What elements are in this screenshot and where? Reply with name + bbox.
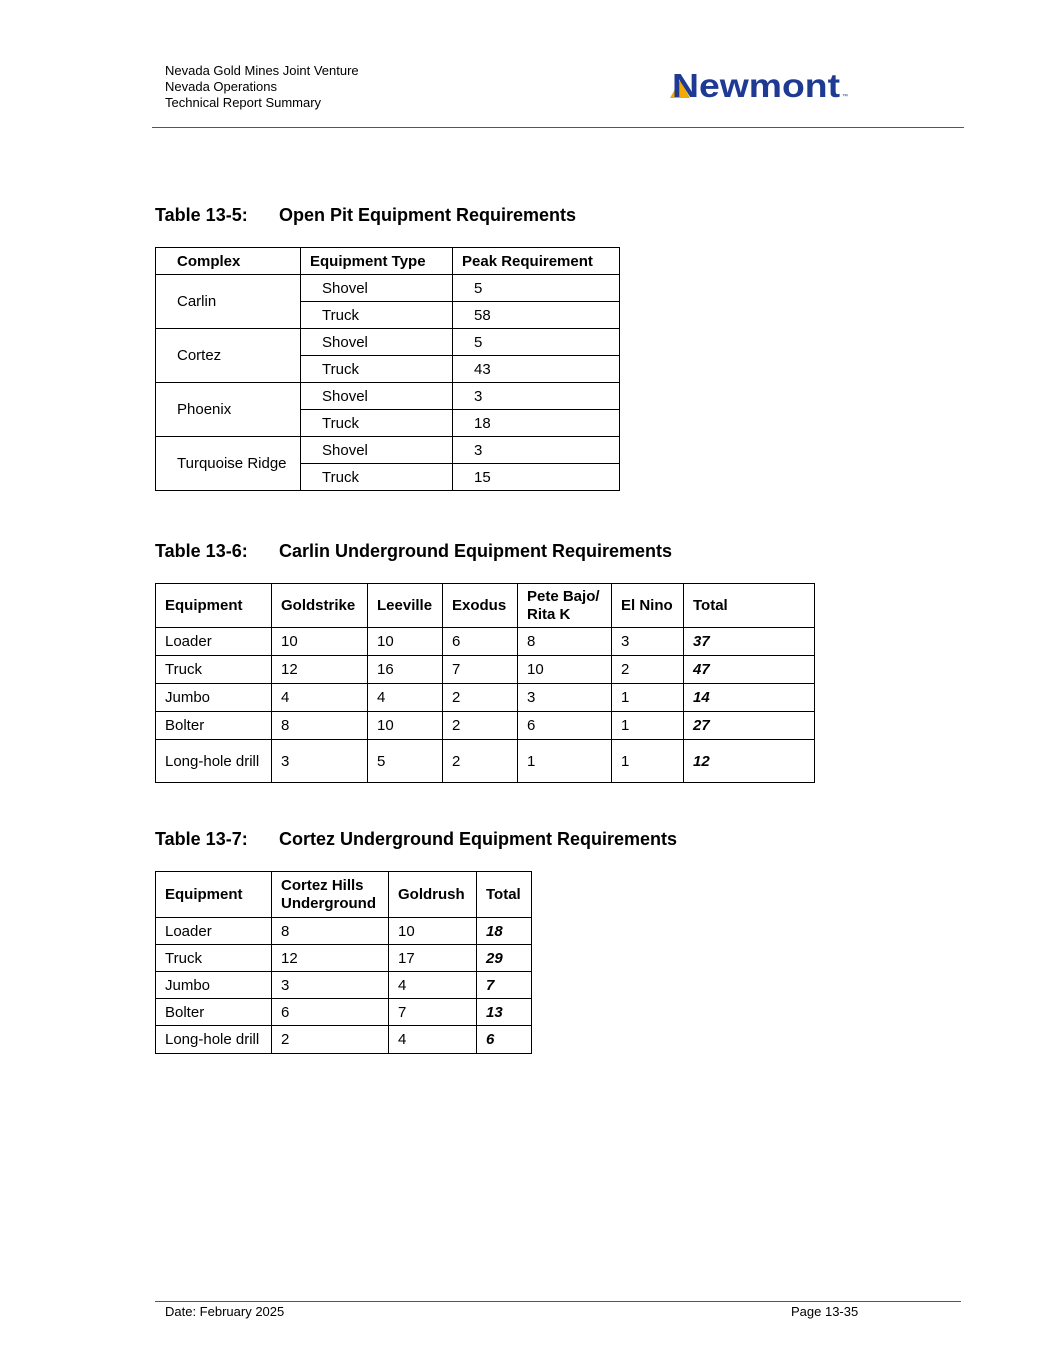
table-row bbox=[156, 383, 620, 410]
table2-caption bbox=[155, 541, 672, 562]
table-cell: Truck bbox=[301, 464, 453, 491]
table-row bbox=[156, 684, 815, 712]
table-row bbox=[156, 999, 532, 1026]
table-cell: 1 bbox=[612, 684, 684, 712]
table-cell: Truck bbox=[301, 410, 453, 437]
table-cell: 4 bbox=[389, 1026, 477, 1054]
total-cell: 14 bbox=[684, 684, 815, 712]
header-org-lines bbox=[165, 63, 359, 111]
total-cell: 47 bbox=[684, 656, 815, 684]
table-cell: Jumbo bbox=[156, 684, 272, 712]
complex-cell: Phoenix bbox=[156, 383, 301, 437]
table-header-row bbox=[156, 248, 620, 275]
complex-cell: Carlin bbox=[156, 275, 301, 329]
column-header: Goldrush bbox=[389, 872, 477, 918]
table-cell: 1 bbox=[612, 712, 684, 740]
table-cell: 12 bbox=[272, 945, 389, 972]
table-cell: 3 bbox=[612, 628, 684, 656]
column-header: Peak Requirement bbox=[453, 248, 620, 275]
table-cell: 1 bbox=[518, 740, 612, 783]
table-row bbox=[156, 972, 532, 999]
total-cell: 7 bbox=[477, 972, 532, 999]
table-cell: 10 bbox=[389, 918, 477, 945]
table-cell: 5 bbox=[453, 329, 620, 356]
complex-cell: Turquoise Ridge bbox=[156, 437, 301, 491]
column-header: Cortez Hills Underground bbox=[272, 872, 389, 918]
column-header: Total bbox=[477, 872, 532, 918]
header-line: Nevada Operations bbox=[165, 79, 278, 94]
table-cell: Bolter bbox=[156, 999, 272, 1026]
table-cell: 3 bbox=[272, 972, 389, 999]
table-header-row bbox=[156, 584, 815, 628]
table-cell: Shovel bbox=[301, 383, 453, 410]
table-cell: 3 bbox=[453, 383, 620, 410]
table-cell: 3 bbox=[518, 684, 612, 712]
column-header: Leeville bbox=[368, 584, 443, 628]
column-header: El Nino bbox=[612, 584, 684, 628]
footer-rule bbox=[155, 1301, 961, 1302]
table-row bbox=[156, 740, 815, 783]
table-cell: Truck bbox=[156, 945, 272, 972]
table-cell: 6 bbox=[443, 628, 518, 656]
logo-text: Newmont bbox=[672, 67, 841, 104]
table-cell: Loader bbox=[156, 628, 272, 656]
table-cell: Truck bbox=[301, 302, 453, 329]
table-row bbox=[156, 712, 815, 740]
table-cell: 7 bbox=[443, 656, 518, 684]
carlin-underground-equipment-table bbox=[155, 583, 815, 783]
table1-number: Table 13-5: bbox=[155, 205, 248, 225]
table-cell: 2 bbox=[272, 1026, 389, 1054]
table-cell: 6 bbox=[272, 999, 389, 1026]
table-cell: 3 bbox=[272, 740, 368, 783]
column-header: Exodus bbox=[443, 584, 518, 628]
table-cell: 10 bbox=[368, 712, 443, 740]
table-cell: 10 bbox=[272, 628, 368, 656]
header-rule bbox=[152, 127, 964, 128]
open-pit-equipment-table bbox=[155, 247, 620, 491]
column-header: Equipment bbox=[156, 584, 272, 628]
table-cell: 2 bbox=[443, 740, 518, 783]
table-cell: Jumbo bbox=[156, 972, 272, 999]
table-row bbox=[156, 329, 620, 356]
footer-page-number: Page 13-35 bbox=[791, 1304, 859, 1319]
table-cell: 5 bbox=[368, 740, 443, 783]
table-cell: Shovel bbox=[301, 329, 453, 356]
column-header: Total bbox=[684, 584, 815, 628]
table3-title: Cortez Underground Equipment Requirements bbox=[279, 829, 678, 849]
table-cell: 8 bbox=[518, 628, 612, 656]
table-cell: 10 bbox=[518, 656, 612, 684]
table-cell: 5 bbox=[453, 275, 620, 302]
table-cell: 4 bbox=[272, 684, 368, 712]
total-cell: 27 bbox=[684, 712, 815, 740]
table-cell: 2 bbox=[443, 684, 518, 712]
table1-title: Open Pit Equipment Requirements bbox=[279, 205, 577, 225]
table2-title: Carlin Underground Equipment Requirements bbox=[279, 541, 673, 561]
total-cell: 13 bbox=[477, 999, 532, 1026]
table-cell: 17 bbox=[389, 945, 477, 972]
column-header: Complex bbox=[156, 248, 301, 275]
total-cell: 29 bbox=[477, 945, 532, 972]
header-line: Nevada Gold Mines Joint Venture bbox=[165, 63, 359, 78]
column-header: Goldstrike bbox=[272, 584, 368, 628]
table-header-row bbox=[156, 872, 532, 918]
table-cell: 8 bbox=[272, 712, 368, 740]
table2-number: Table 13-6: bbox=[155, 541, 248, 561]
column-header: Pete Bajo/ Rita K bbox=[518, 584, 612, 628]
total-cell: 6 bbox=[477, 1026, 532, 1054]
table-cell: Loader bbox=[156, 918, 272, 945]
column-header: Equipment Type bbox=[301, 248, 453, 275]
table-cell: 2 bbox=[612, 656, 684, 684]
header-line: Technical Report Summary bbox=[165, 95, 322, 110]
table-cell: 8 bbox=[272, 918, 389, 945]
cortez-underground-equipment-table bbox=[155, 871, 532, 1054]
table-cell: 12 bbox=[272, 656, 368, 684]
table-cell: Shovel bbox=[301, 275, 453, 302]
table-cell: 43 bbox=[453, 356, 620, 383]
table-cell: 3 bbox=[453, 437, 620, 464]
table-cell: 58 bbox=[453, 302, 620, 329]
table-cell: 7 bbox=[389, 999, 477, 1026]
table-row bbox=[156, 275, 620, 302]
complex-cell: Cortez bbox=[156, 329, 301, 383]
table-cell: Long-hole drill bbox=[156, 740, 272, 783]
table-cell: Shovel bbox=[301, 437, 453, 464]
table-row bbox=[156, 628, 815, 656]
table-cell: 4 bbox=[368, 684, 443, 712]
table-cell: 16 bbox=[368, 656, 443, 684]
table-cell: 10 bbox=[368, 628, 443, 656]
table-row bbox=[156, 1026, 532, 1054]
logo-trademark: ™ bbox=[842, 94, 848, 100]
table-cell: 18 bbox=[453, 410, 620, 437]
table-cell: Long-hole drill bbox=[156, 1026, 272, 1054]
column-header: Equipment bbox=[156, 872, 272, 918]
table-row bbox=[156, 945, 532, 972]
table-row bbox=[156, 656, 815, 684]
table-cell: 15 bbox=[453, 464, 620, 491]
table-cell: 2 bbox=[443, 712, 518, 740]
total-cell: 37 bbox=[684, 628, 815, 656]
table-cell: 1 bbox=[612, 740, 684, 783]
table3-caption bbox=[155, 829, 677, 850]
table-row bbox=[156, 437, 620, 464]
newmont-logo bbox=[670, 66, 850, 106]
table-cell: 4 bbox=[389, 972, 477, 999]
table-cell: 6 bbox=[518, 712, 612, 740]
total-cell: 18 bbox=[477, 918, 532, 945]
table-cell: Truck bbox=[301, 356, 453, 383]
table1-caption bbox=[155, 205, 576, 226]
table-cell: Truck bbox=[156, 656, 272, 684]
table3-number: Table 13-7: bbox=[155, 829, 248, 849]
total-cell: 12 bbox=[684, 740, 815, 783]
table-cell: Bolter bbox=[156, 712, 272, 740]
footer-date: Date: February 2025 bbox=[165, 1304, 285, 1319]
table-row bbox=[156, 918, 532, 945]
